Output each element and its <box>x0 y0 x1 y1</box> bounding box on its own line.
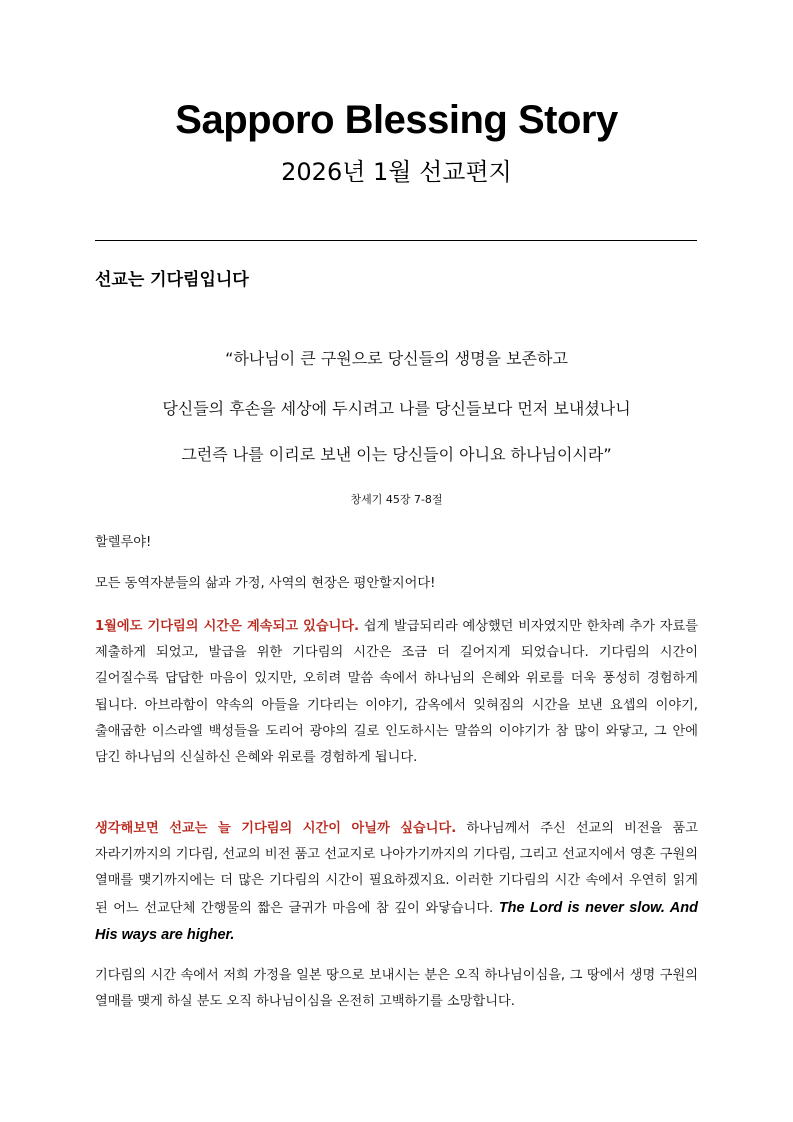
paragraph-confession: 기다림의 시간 속에서 저희 가정을 일본 땅으로 보내시는 분은 오직 하나님이심을, 그 땅에서 생명 구원의 열매를 맺게 하실 분도 오직 하나님이심을 온전히 고백하기를 소망합니다. <box>95 968 698 1010</box>
verse-line: 당신들의 후손을 세상에 두시려고 나를 당신들보다 먼저 보내셨나니 <box>162 399 631 418</box>
paragraph-mission <box>95 816 698 949</box>
page-subtitle: 2026년 1월 선교편지 <box>281 158 512 186</box>
page-title: Sapporo Blessing Story <box>175 98 618 142</box>
paragraph-highlight: 1월에도 기다림의 시간은 계속되고 있습니다. <box>95 619 360 634</box>
verse-line: 그런즉 나를 이리로 보낸 이는 당신들이 아니요 하나님이시라” <box>181 445 612 464</box>
paragraph-waiting <box>95 614 698 771</box>
title-divider <box>95 240 697 241</box>
verse-reference: 창세기 45장 7-8절 <box>350 493 443 506</box>
paragraph-highlight: 생각해보면 선교는 늘 기다림의 시간이 아닐까 싶습니다. <box>95 821 457 836</box>
section-heading: 선교는 기다림입니다 <box>95 270 249 290</box>
verse-line: “하나님이 큰 구원으로 당신들의 생명을 보존하고 <box>225 349 568 368</box>
paragraph-body: 하나님께서 주신 선교의 비전을 품고 자라기까지의 기다림, 선교의 비전 품고 선교지로 나아가기까지의 기다림, 그리고 선교지에서 영혼 구원의 열매를 맺기까지에는 더 많은 기다림의 시간이 필요하겠지요. 이러한 기다림의 시간 속에서 우연히 읽게 된 어느 선교단체 간행물의 짧은 글귀가 마음에 참 깊이 와닿습니다. <box>95 821 699 916</box>
blessing: 모든 동역자분들의 삶과 가정, 사역의 현장은 평안할지어다! <box>95 576 436 591</box>
paragraph-body: 쉽게 발급되리라 예상했던 비자였지만 한차례 추가 자료를 제출하게 되었고, 발급을 위한 기다림의 시간은 조금 더 길어지게 되었습니다. 기다림의 시간이 길어질수록 답답한 마음이 있지만, 오히려 말씀 속에서 하나님의 은혜와 위로를 더욱 풍성히 경험하게 됩니다. 아브라함이 약속의 아들을 기다리는 이야기, 감옥에서 잊혀짐의 시간을 보낸 요셉의 이야기, 출애굽한 이스라엘 백성들을 도리어 광야의 길로 인도하시는 말씀의 이야기가 참 많이 와닿고, 그 안에 담긴 하나님의 신실하신 은혜와 위로를 경험하게 됩니다. <box>95 619 698 766</box>
greeting: 할렐루야! <box>95 535 152 550</box>
english-quote: The Lord is never slow. And His ways are higher. <box>95 899 698 943</box>
